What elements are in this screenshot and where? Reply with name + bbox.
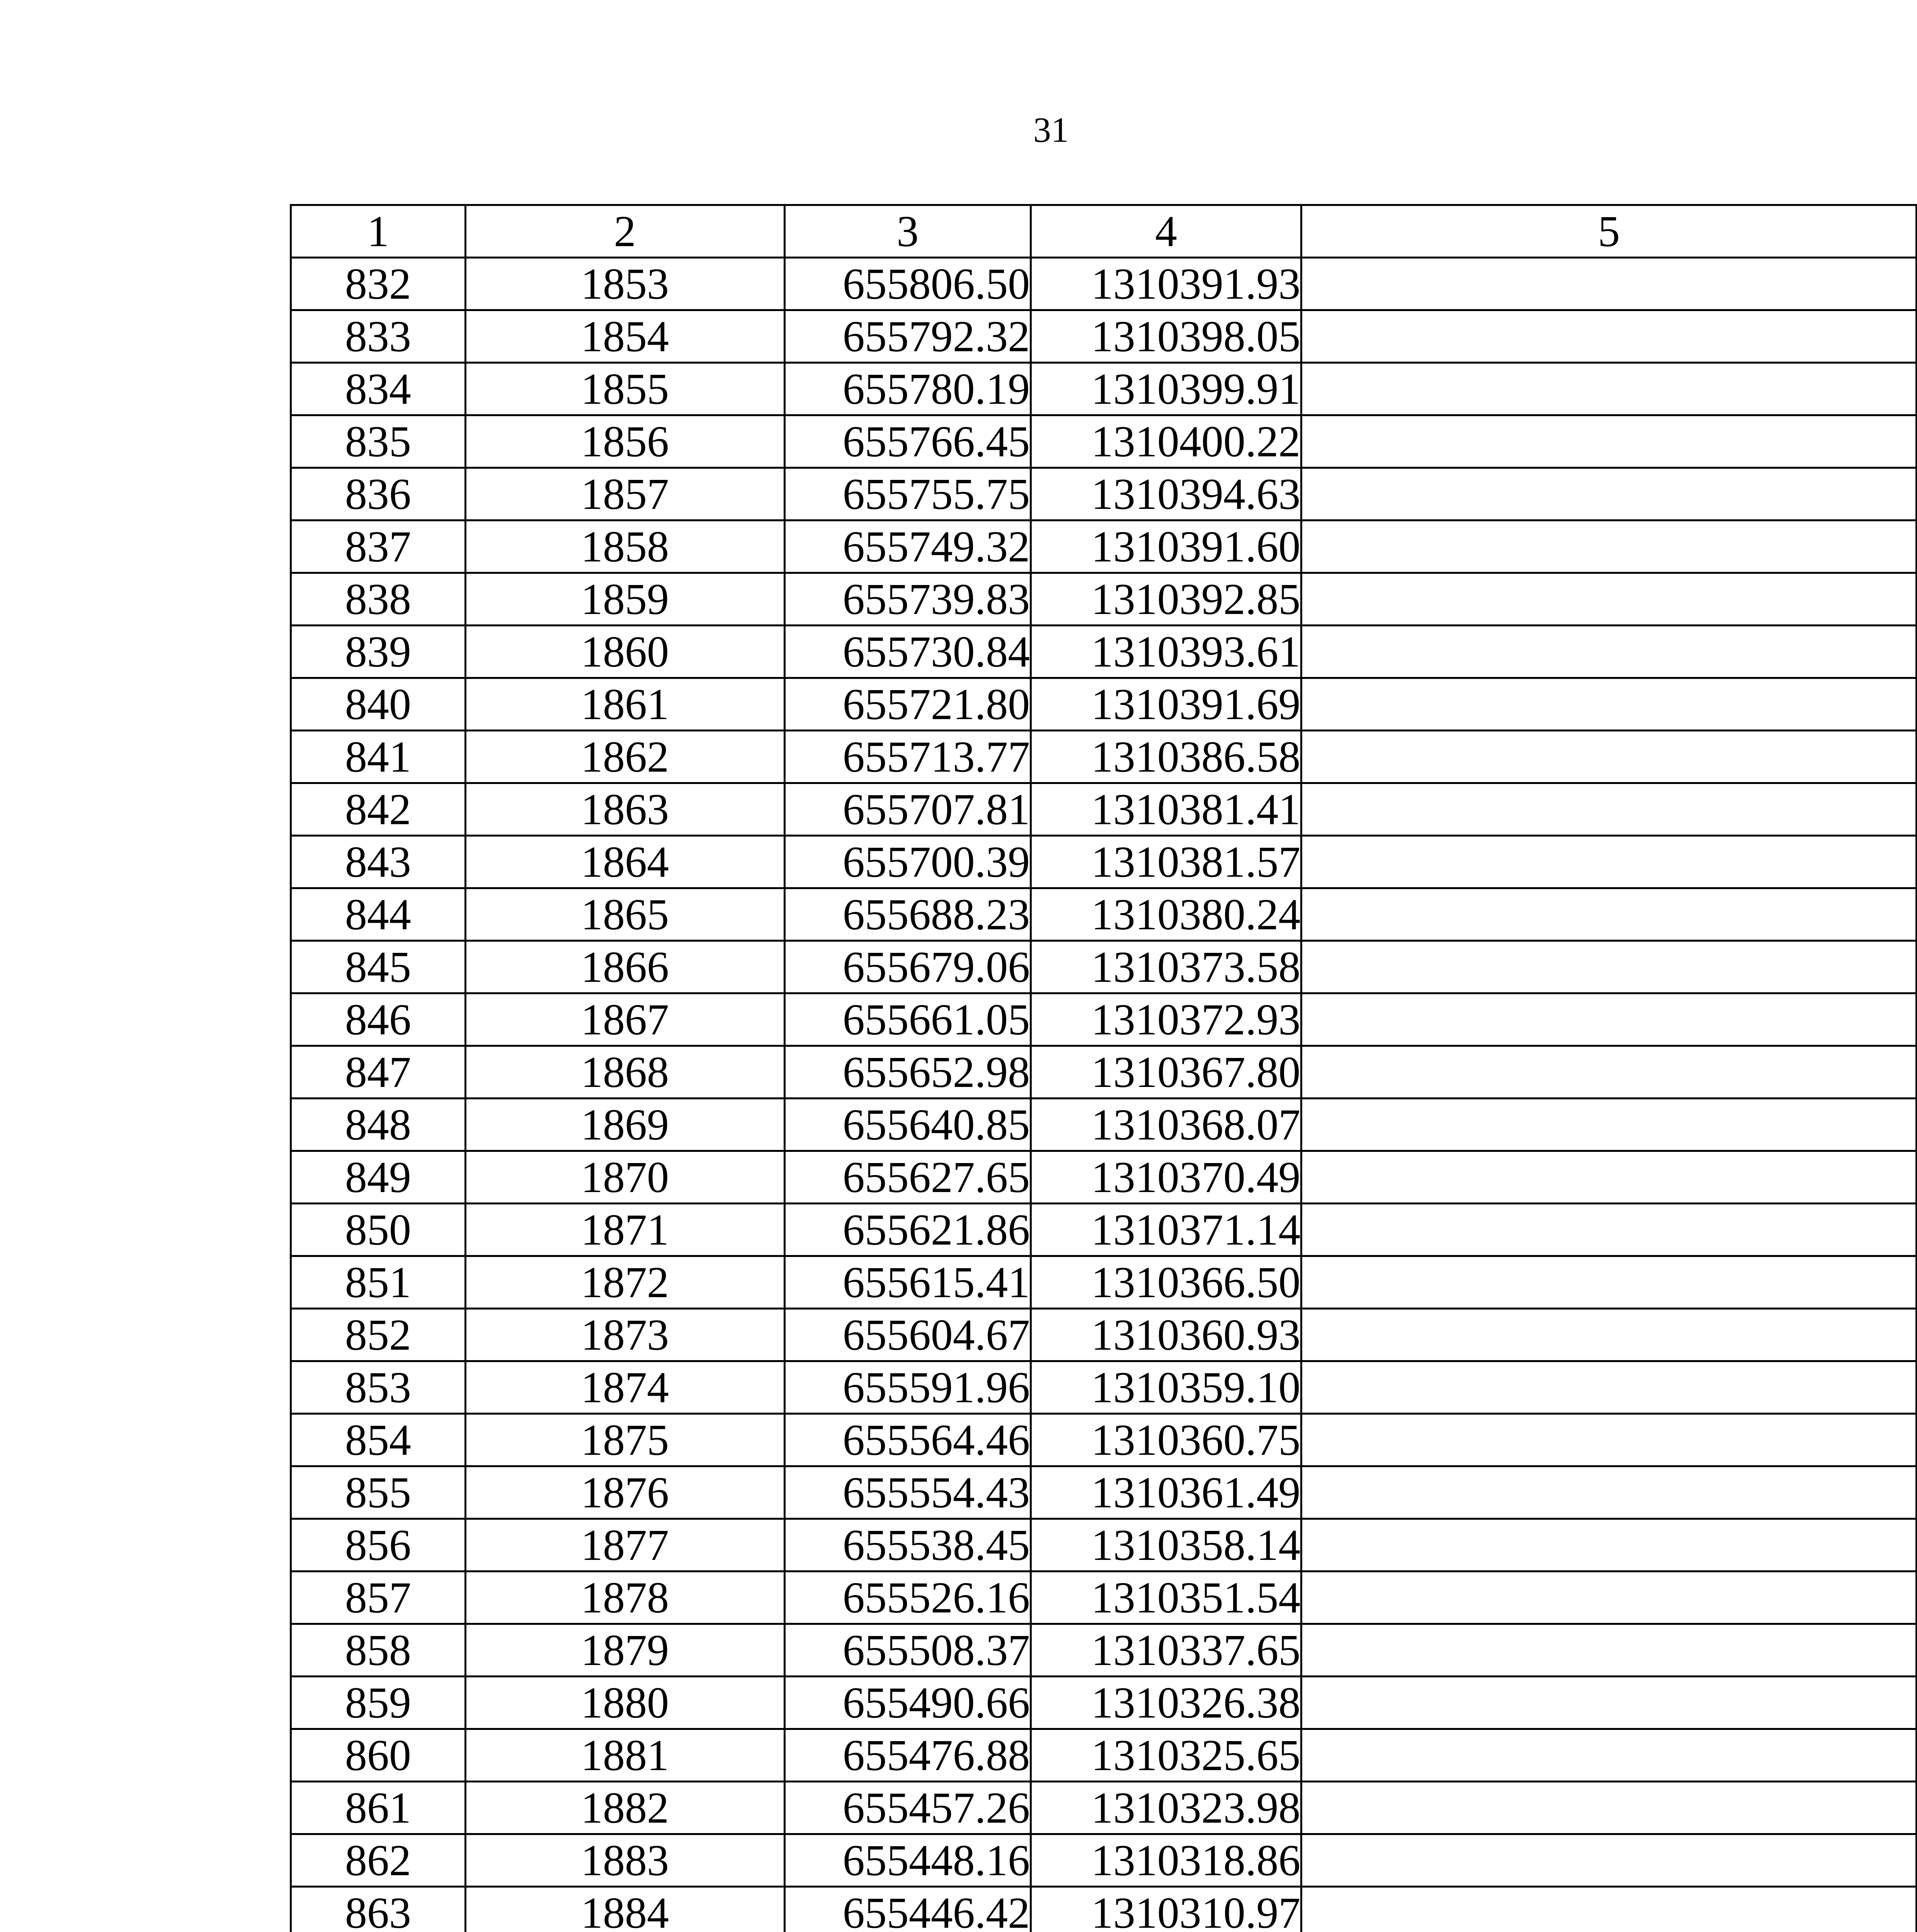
table-cell-col-5 [1301,1887,1917,1932]
table-cell-col-2: 1879 [465,1624,784,1677]
table-row [291,1782,1917,1834]
table-cell-col-4: 1310358.14 [1031,1519,1301,1571]
table-cell-col-3: 655457.26 [784,1782,1031,1834]
table-cell-col-2: 1855 [465,363,784,415]
table-cell-col-3: 655508.37 [784,1624,1031,1677]
table-cell-col-4: 1310326.38 [1031,1677,1301,1729]
table-cell-col-5 [1301,573,1917,626]
table-cell-col-2: 1856 [465,415,784,468]
table-cell-col-4: 1310368.07 [1031,1099,1301,1151]
table-cell-col-3: 655730.84 [784,626,1031,678]
table-cell-col-2: 1878 [465,1571,784,1624]
table-cell-col-2: 1867 [465,993,784,1046]
table-cell-col-1: 850 [291,1204,466,1256]
table-cell-col-5 [1301,1677,1917,1729]
table-cell-col-2: 1884 [465,1887,784,1932]
table-row [291,993,1917,1046]
table-row [291,258,1917,310]
table-cell-col-1: 844 [291,888,466,941]
table-cell-col-1: 863 [291,1887,466,1932]
table-cell-col-4: 1310391.69 [1031,678,1301,731]
column-header-3: 3 [784,205,1031,258]
table-row [291,1834,1917,1887]
table-row [291,1256,1917,1309]
table-cell-col-4: 1310325.65 [1031,1729,1301,1782]
table-cell-col-3: 655749.32 [784,520,1031,573]
column-header-5: 5 [1301,205,1917,258]
table-cell-col-5 [1301,258,1917,310]
table-row [291,415,1917,468]
table-cell-col-2: 1881 [465,1729,784,1782]
table-cell-col-5 [1301,310,1917,363]
table-cell-col-2: 1865 [465,888,784,941]
table-cell-col-5 [1301,1519,1917,1571]
table-cell-col-1: 856 [291,1519,466,1571]
table-cell-col-1: 845 [291,941,466,993]
table-cell-col-5 [1301,1151,1917,1204]
table-cell-col-2: 1883 [465,1834,784,1887]
table-cell-col-3: 655640.85 [784,1099,1031,1151]
table-cell-col-1: 840 [291,678,466,731]
table-cell-col-2: 1858 [465,520,784,573]
table-cell-col-4: 1310394.63 [1031,468,1301,520]
table-cell-col-5 [1301,993,1917,1046]
table-cell-col-4: 1310359.10 [1031,1361,1301,1414]
table-cell-col-3: 655661.05 [784,993,1031,1046]
table-row [291,731,1917,783]
table-row [291,520,1917,573]
page-number: 31 [1033,110,1069,150]
column-header-2: 2 [465,205,784,258]
table-cell-col-3: 655707.81 [784,783,1031,836]
table-cell-col-5 [1301,1204,1917,1256]
table-cell-col-4: 1310360.75 [1031,1414,1301,1466]
table-cell-col-2: 1863 [465,783,784,836]
table-cell-col-1: 859 [291,1677,466,1729]
table-cell-col-3: 655766.45 [784,415,1031,468]
table-cell-col-3: 655621.86 [784,1204,1031,1256]
table-cell-col-5 [1301,1624,1917,1677]
table-cell-col-1: 835 [291,415,466,468]
table-cell-col-5 [1301,1361,1917,1414]
table-row [291,1414,1917,1466]
table-header-row [291,205,1917,258]
table-cell-col-1: 839 [291,626,466,678]
table-row [291,1729,1917,1782]
table-cell-col-2: 1860 [465,626,784,678]
table-row [291,1361,1917,1414]
table-cell-col-2: 1853 [465,258,784,310]
table-row [291,941,1917,993]
table-row [291,1046,1917,1099]
table-cell-col-1: 838 [291,573,466,626]
table-cell-col-5 [1301,520,1917,573]
table-cell-col-4: 1310399.91 [1031,363,1301,415]
table-cell-col-3: 655476.88 [784,1729,1031,1782]
table-cell-col-4: 1310366.50 [1031,1256,1301,1309]
table-cell-col-3: 655604.67 [784,1309,1031,1361]
table-cell-col-3: 655721.80 [784,678,1031,731]
table-cell-col-1: 841 [291,731,466,783]
table-cell-col-2: 1873 [465,1309,784,1361]
table-row [291,626,1917,678]
table-cell-col-3: 655713.77 [784,731,1031,783]
table-cell-col-2: 1861 [465,678,784,731]
coordinates-table [290,204,1917,1932]
table-cell-col-5 [1301,678,1917,731]
table-cell-col-2: 1870 [465,1151,784,1204]
table-row [291,836,1917,888]
column-header-1: 1 [291,205,466,258]
table-row [291,1571,1917,1624]
table-cell-col-4: 1310318.86 [1031,1834,1301,1887]
table-cell-col-3: 655615.41 [784,1256,1031,1309]
table-cell-col-5 [1301,626,1917,678]
table-cell-col-5 [1301,1466,1917,1519]
table-body [291,258,1917,1932]
table-cell-col-1: 857 [291,1571,466,1624]
table-row [291,783,1917,836]
table-cell-col-3: 655564.46 [784,1414,1031,1466]
table-cell-col-5 [1301,836,1917,888]
table-cell-col-1: 846 [291,993,466,1046]
table-row [291,1466,1917,1519]
table-cell-col-2: 1875 [465,1414,784,1466]
table-row [291,468,1917,520]
table-row [291,363,1917,415]
table-cell-col-2: 1866 [465,941,784,993]
table-cell-col-2: 1877 [465,1519,784,1571]
table-cell-col-4: 1310381.41 [1031,783,1301,836]
table-row [291,310,1917,363]
table-cell-col-4: 1310367.80 [1031,1046,1301,1099]
table-cell-col-5 [1301,731,1917,783]
table-cell-col-4: 1310351.54 [1031,1571,1301,1624]
table-cell-col-3: 655448.16 [784,1834,1031,1887]
column-header-4: 4 [1031,205,1301,258]
table-cell-col-5 [1301,1256,1917,1309]
table-cell-col-5 [1301,1046,1917,1099]
table-cell-col-4: 1310381.57 [1031,836,1301,888]
table-cell-col-4: 1310380.24 [1031,888,1301,941]
table-cell-col-3: 655554.43 [784,1466,1031,1519]
table-cell-col-4: 1310361.49 [1031,1466,1301,1519]
table-cell-col-1: 851 [291,1256,466,1309]
table-cell-col-5 [1301,1414,1917,1466]
table-cell-col-5 [1301,1782,1917,1834]
table-cell-col-4: 1310370.49 [1031,1151,1301,1204]
table-cell-col-5 [1301,468,1917,520]
table-cell-col-2: 1869 [465,1099,784,1151]
table-cell-col-3: 655652.98 [784,1046,1031,1099]
table-cell-col-3: 655700.39 [784,836,1031,888]
table-cell-col-1: 837 [291,520,466,573]
table-row [291,1887,1917,1932]
table-cell-col-5 [1301,888,1917,941]
table-cell-col-5 [1301,1309,1917,1361]
table-cell-col-1: 860 [291,1729,466,1782]
table-cell-col-4: 1310337.65 [1031,1624,1301,1677]
table-cell-col-1: 843 [291,836,466,888]
table-cell-col-1: 834 [291,363,466,415]
table-cell-col-3: 655526.16 [784,1571,1031,1624]
table-cell-col-3: 655538.45 [784,1519,1031,1571]
table-cell-col-2: 1854 [465,310,784,363]
table-cell-col-1: 854 [291,1414,466,1466]
table-cell-col-1: 847 [291,1046,466,1099]
table-cell-col-3: 655780.19 [784,363,1031,415]
table-row [291,573,1917,626]
table-row [291,1204,1917,1256]
table-cell-col-3: 655792.32 [784,310,1031,363]
table-cell-col-5 [1301,783,1917,836]
table-cell-col-4: 1310371.14 [1031,1204,1301,1256]
table-cell-col-4: 1310360.93 [1031,1309,1301,1361]
table-cell-col-4: 1310372.93 [1031,993,1301,1046]
table-cell-col-1: 848 [291,1099,466,1151]
table-cell-col-4: 1310393.61 [1031,626,1301,678]
table-cell-col-3: 655446.42 [784,1887,1031,1932]
table-cell-col-2: 1871 [465,1204,784,1256]
table-cell-col-3: 655490.66 [784,1677,1031,1729]
table-cell-col-1: 849 [291,1151,466,1204]
table-cell-col-4: 1310373.58 [1031,941,1301,993]
table-cell-col-5 [1301,941,1917,993]
table-row [291,1151,1917,1204]
table-cell-col-2: 1880 [465,1677,784,1729]
table-cell-col-4: 1310392.85 [1031,573,1301,626]
table-cell-col-2: 1864 [465,836,784,888]
table-cell-col-2: 1857 [465,468,784,520]
table-cell-col-1: 836 [291,468,466,520]
table-cell-col-2: 1876 [465,1466,784,1519]
table-cell-col-3: 655679.06 [784,941,1031,993]
table-cell-col-2: 1868 [465,1046,784,1099]
table-cell-col-4: 1310323.98 [1031,1782,1301,1834]
table-row [291,888,1917,941]
table-cell-col-1: 833 [291,310,466,363]
table-cell-col-4: 1310386.58 [1031,731,1301,783]
table-cell-col-1: 855 [291,1466,466,1519]
table-cell-col-4: 1310310.97 [1031,1887,1301,1932]
table-cell-col-2: 1874 [465,1361,784,1414]
table-cell-col-1: 842 [291,783,466,836]
table-cell-col-5 [1301,363,1917,415]
table-cell-col-4: 1310391.60 [1031,520,1301,573]
table-row [291,1309,1917,1361]
table-row [291,678,1917,731]
table-cell-col-4: 1310391.93 [1031,258,1301,310]
table-row [291,1624,1917,1677]
table-cell-col-3: 655591.96 [784,1361,1031,1414]
table-cell-col-2: 1882 [465,1782,784,1834]
table-cell-col-3: 655806.50 [784,258,1031,310]
table-cell-col-3: 655688.23 [784,888,1031,941]
table-cell-col-1: 853 [291,1361,466,1414]
table-cell-col-1: 832 [291,258,466,310]
table-cell-col-5 [1301,1834,1917,1887]
table-cell-col-1: 858 [291,1624,466,1677]
table-cell-col-3: 655739.83 [784,573,1031,626]
table-cell-col-3: 655755.75 [784,468,1031,520]
table-cell-col-2: 1872 [465,1256,784,1309]
table-cell-col-1: 852 [291,1309,466,1361]
table-cell-col-4: 1310400.22 [1031,415,1301,468]
table-row [291,1677,1917,1729]
table-cell-col-5 [1301,1099,1917,1151]
table-cell-col-2: 1862 [465,731,784,783]
table-row [291,1519,1917,1571]
table-cell-col-1: 862 [291,1834,466,1887]
table-cell-col-5 [1301,1571,1917,1624]
table-row [291,1099,1917,1151]
table-cell-col-5 [1301,415,1917,468]
table-cell-col-1: 861 [291,1782,466,1834]
table-cell-col-5 [1301,1729,1917,1782]
table-cell-col-4: 1310398.05 [1031,310,1301,363]
table-cell-col-3: 655627.65 [784,1151,1031,1204]
table-cell-col-2: 1859 [465,573,784,626]
